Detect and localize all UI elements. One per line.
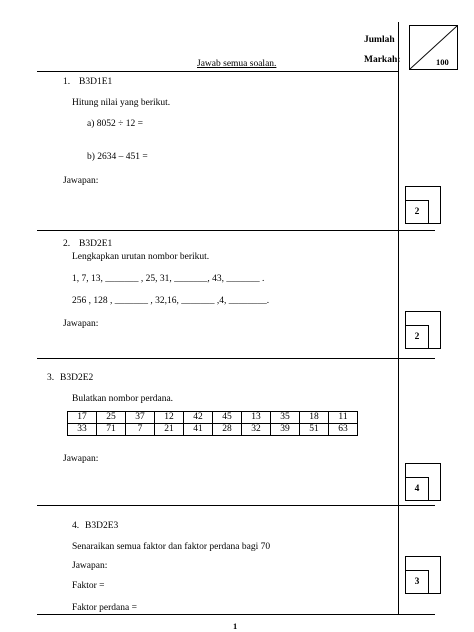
table-cell[interactable]: 33 <box>68 424 97 436</box>
prime-number-table <box>67 411 358 436</box>
q1-part-a: a) 8052 ÷ 12 = <box>87 119 143 129</box>
q1-number: 1. <box>63 77 71 87</box>
margin-column-line <box>398 22 399 614</box>
q3-number: 3. <box>47 373 55 383</box>
instruction: Jawab semua soalan. <box>197 59 277 69</box>
table-cell[interactable]: 13 <box>242 412 271 424</box>
table-cell[interactable]: 17 <box>68 412 97 424</box>
divider-q3 <box>37 505 435 506</box>
table-row <box>68 412 358 424</box>
q4-answer-label: Jawapan: <box>72 561 108 571</box>
q3-prompt: Bulatkan nombor perdana. <box>72 394 174 404</box>
q3-marks-box <box>405 463 441 501</box>
q4-faktor-label: Faktor = <box>72 581 105 591</box>
page-number: 1 <box>233 621 238 631</box>
table-cell[interactable]: 51 <box>300 424 329 436</box>
q4-marks-box <box>405 556 441 594</box>
diagonal-divider <box>410 26 457 69</box>
table-cell[interactable]: 39 <box>271 424 300 436</box>
divider-q1 <box>37 230 435 231</box>
q1-marks: 2 <box>405 200 429 224</box>
q3-marks: 4 <box>405 477 429 501</box>
q2-marks-box <box>405 311 441 349</box>
q1-code: B3D1E1 <box>79 77 113 87</box>
q1-prompt: Hitung nilai yang berikut. <box>72 98 171 108</box>
table-cell[interactable]: 42 <box>184 412 213 424</box>
q3-code: B3D2E2 <box>60 373 94 383</box>
q4-number: 4. <box>72 521 80 531</box>
q4-marks: 3 <box>405 570 429 594</box>
total-marks-value: 100 <box>436 57 449 67</box>
q2-marks: 2 <box>405 325 429 349</box>
q2-code: B3D2E1 <box>79 239 113 249</box>
table-cell[interactable]: 25 <box>97 412 126 424</box>
q4-code: B3D2E3 <box>85 521 119 531</box>
q2-prompt: Lengkapkan urutan nombor berikut. <box>72 252 210 262</box>
table-cell[interactable]: 41 <box>184 424 213 436</box>
q2-answer-label: Jawapan: <box>63 319 99 329</box>
q4-faktor-perdana-label: Faktor perdana = <box>72 603 137 613</box>
divider-q2 <box>37 358 435 359</box>
q4-prompt: Senaraikan semua faktor dan faktor perdana bagi 70 <box>72 542 271 552</box>
table-cell[interactable]: 32 <box>242 424 271 436</box>
table-cell[interactable]: 45 <box>213 412 242 424</box>
q3-answer-label: Jawapan: <box>63 454 99 464</box>
table-cell[interactable]: 7 <box>126 424 155 436</box>
jumlah-label: Jumlah <box>364 35 395 45</box>
table-row <box>68 424 358 436</box>
table-cell[interactable]: 18 <box>300 412 329 424</box>
table-cell[interactable]: 28 <box>213 424 242 436</box>
q1-marks-box <box>405 186 441 224</box>
table-cell[interactable]: 71 <box>97 424 126 436</box>
table-cell[interactable]: 21 <box>155 424 184 436</box>
q1-answer-label: Jawapan: <box>63 176 99 186</box>
q2-sequence-1: 1, 7, 13, _______ , 25, 31, _______, 43, _______ . <box>72 274 265 284</box>
divider-top <box>37 71 398 72</box>
footer-line <box>37 614 435 615</box>
q2-sequence-2: 256 , 128 , _______ , 32,16, _______ ,4, ________. <box>72 296 270 306</box>
q2-number: 2. <box>63 239 71 249</box>
total-marks-box <box>409 25 458 70</box>
markah-label: Markah: <box>364 55 401 65</box>
table-cell[interactable]: 63 <box>329 424 358 436</box>
table-cell[interactable]: 12 <box>155 412 184 424</box>
table-cell[interactable]: 11 <box>329 412 358 424</box>
table-cell[interactable]: 37 <box>126 412 155 424</box>
q1-part-b: b) 2634 – 451 = <box>87 152 148 162</box>
table-cell[interactable]: 35 <box>271 412 300 424</box>
